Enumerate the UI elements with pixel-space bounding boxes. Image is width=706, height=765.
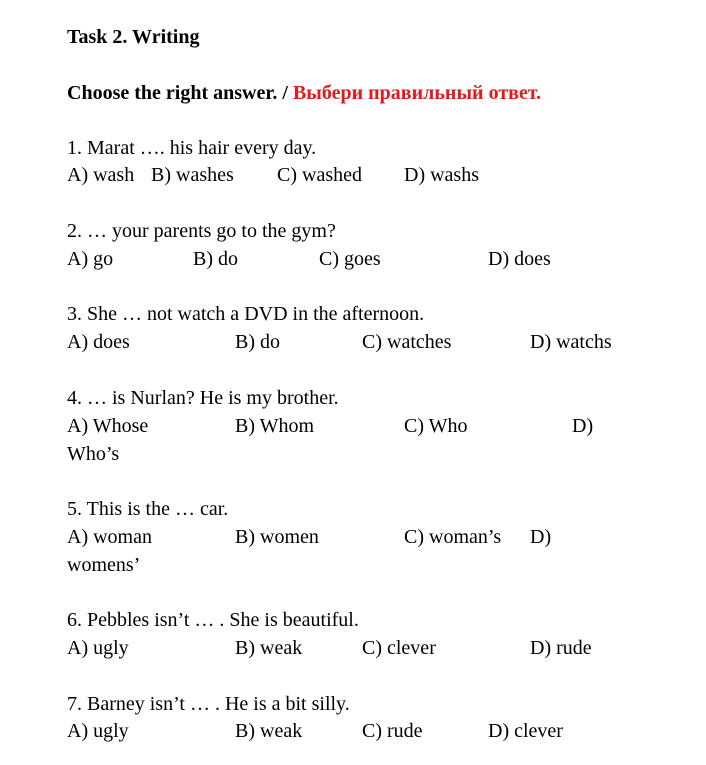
question-3-text: 3. She … not watch a DVD in the afternoon. bbox=[67, 303, 425, 325]
question-2-option-a: A) go bbox=[67, 248, 114, 270]
question-3-option-b: B) do bbox=[235, 331, 280, 353]
instruction-separator: / bbox=[282, 82, 288, 104]
question-3-option-c: C) watches bbox=[362, 331, 452, 353]
question-2-option-d: D) does bbox=[488, 248, 551, 270]
question-5-option-c: C) woman’s bbox=[404, 526, 502, 548]
question-1-option-a: A) wash bbox=[67, 164, 135, 186]
question-2-text: 2. … your parents go to the gym? bbox=[67, 220, 336, 242]
question-3-option-a: A) does bbox=[67, 331, 130, 353]
question-1-option-d: D) washs bbox=[404, 164, 479, 186]
question-4-option-c: C) Who bbox=[404, 415, 468, 437]
task-title: Task 2. Writing bbox=[67, 26, 200, 48]
question-6-option-d: D) rude bbox=[530, 637, 592, 659]
instruction-english: Choose the right answer. bbox=[67, 82, 278, 104]
question-1-option-b: B) washes bbox=[151, 164, 234, 186]
question-6-option-b: B) weak bbox=[235, 637, 303, 659]
question-3-option-d: D) watchs bbox=[530, 331, 612, 353]
question-2-option-c: C) goes bbox=[319, 248, 381, 270]
question-5-option-a: A) woman bbox=[67, 526, 152, 548]
question-4-option-d-wrapped: Who’s bbox=[67, 443, 120, 465]
question-7-text: 7. Barney isn’t … . He is a bit silly. bbox=[67, 693, 350, 715]
question-7-option-c: C) rude bbox=[362, 720, 423, 742]
question-4-option-b: B) Whom bbox=[235, 415, 315, 437]
question-5-option-d-wrapped: womens’ bbox=[67, 554, 141, 576]
question-1-text: 1. Marat …. his hair every day. bbox=[67, 137, 317, 159]
question-6-option-c: C) clever bbox=[362, 637, 436, 659]
question-1-option-c: C) washed bbox=[277, 164, 362, 186]
question-7-option-d: D) clever bbox=[488, 720, 563, 742]
question-4-text: 4. … is Nurlan? He is my brother. bbox=[67, 387, 339, 409]
question-6-option-a: A) ugly bbox=[67, 637, 129, 659]
question-7-option-a: A) ugly bbox=[67, 720, 129, 742]
question-7-option-b: B) weak bbox=[235, 720, 303, 742]
question-5-option-d: D) bbox=[530, 526, 552, 548]
instruction-line bbox=[67, 81, 541, 105]
question-5-text: 5. This is the … car. bbox=[67, 498, 229, 520]
question-2-option-b: B) do bbox=[193, 248, 238, 270]
instruction-russian: Выбери правильный ответ. bbox=[292, 82, 542, 104]
question-5-option-b: B) women bbox=[235, 526, 319, 548]
question-4-option-a: A) Whose bbox=[67, 415, 149, 437]
question-4-option-d: D) bbox=[572, 415, 594, 437]
question-6-text: 6. Pebbles isn’t … . She is beautiful. bbox=[67, 609, 359, 631]
